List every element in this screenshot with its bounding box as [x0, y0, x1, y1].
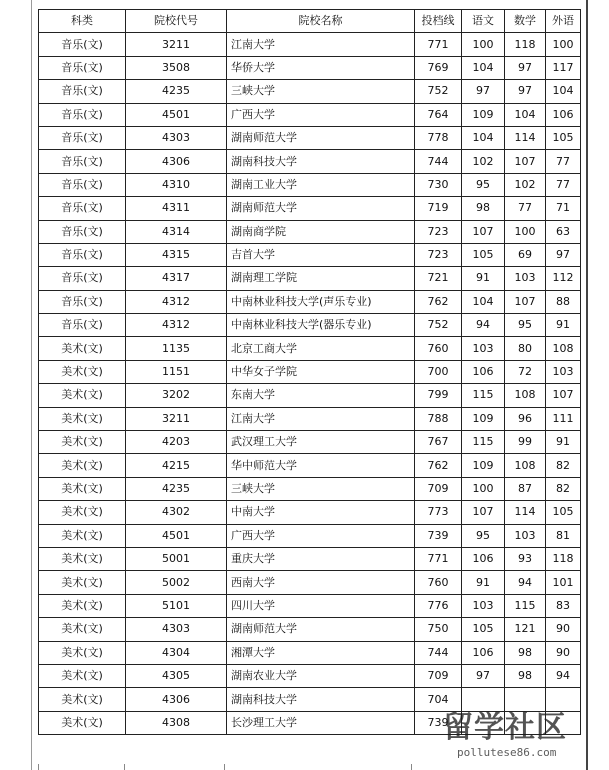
cell-school-code: 4501 [126, 524, 227, 547]
cell-school-name: 武汉理工大学 [227, 431, 415, 454]
cell-cutoff-score: 752 [415, 80, 462, 103]
cell-school-code: 5001 [126, 547, 227, 570]
cell-math: 118 [505, 33, 546, 56]
cell-school-name: 湖南师范大学 [227, 618, 415, 641]
table-row [39, 173, 581, 196]
cell-math: 72 [505, 360, 546, 383]
cell-cutoff-score: 719 [415, 197, 462, 220]
cell-cutoff-score: 776 [415, 594, 462, 617]
cell-cutoff-score: 750 [415, 618, 462, 641]
cell-school-name: 江南大学 [227, 407, 415, 430]
cell-chinese: 103 [462, 337, 505, 360]
cell-chinese: 104 [462, 56, 505, 79]
cell-math: 87 [505, 477, 546, 500]
cell-math: 99 [505, 431, 546, 454]
table-row [39, 618, 581, 641]
scan-edge-mark [124, 764, 125, 770]
cell-chinese: 97 [462, 664, 505, 687]
cell-school-name: 三峡大学 [227, 477, 415, 500]
cell-school-code: 4317 [126, 267, 227, 290]
cell-category: 美术(文) [39, 454, 126, 477]
cell-category: 音乐(文) [39, 80, 126, 103]
page-frame-left-border [31, 0, 32, 770]
cell-cutoff-score: 709 [415, 664, 462, 687]
cell-school-name: 湖南农业大学 [227, 664, 415, 687]
cell-school-name: 湖南师范大学 [227, 126, 415, 149]
cell-foreign-language: 90 [546, 618, 581, 641]
cell-chinese: 106 [462, 547, 505, 570]
table-row [39, 56, 581, 79]
header-school-code: 院校代号 [126, 10, 227, 33]
cell-chinese: 105 [462, 243, 505, 266]
cell-math: 121 [505, 618, 546, 641]
cell-category: 美术(文) [39, 477, 126, 500]
cell-math: 107 [505, 150, 546, 173]
cell-foreign-language: 108 [546, 337, 581, 360]
cell-chinese: 107 [462, 220, 505, 243]
cell-foreign-language: 103 [546, 360, 581, 383]
cell-category: 美术(文) [39, 407, 126, 430]
cell-school-code: 5002 [126, 571, 227, 594]
cell-chinese: 104 [462, 290, 505, 313]
cell-school-code: 4311 [126, 197, 227, 220]
table-row [39, 197, 581, 220]
cell-category: 音乐(文) [39, 220, 126, 243]
cell-chinese: 91 [462, 571, 505, 594]
cell-math: 97 [505, 56, 546, 79]
cell-math: 114 [505, 126, 546, 149]
cell-category: 音乐(文) [39, 243, 126, 266]
cell-cutoff-score: 744 [415, 150, 462, 173]
cell-school-name: 华中师范大学 [227, 454, 415, 477]
cell-chinese: 106 [462, 360, 505, 383]
table-row [39, 477, 581, 500]
cell-category: 音乐(文) [39, 126, 126, 149]
cell-school-name: 西南大学 [227, 571, 415, 594]
table-row [39, 641, 581, 664]
cell-school-code: 3211 [126, 33, 227, 56]
cell-math: 108 [505, 454, 546, 477]
cell-chinese: 106 [462, 641, 505, 664]
table-row [39, 220, 581, 243]
cell-school-code: 3202 [126, 384, 227, 407]
cell-school-code: 1135 [126, 337, 227, 360]
cell-math: 77 [505, 197, 546, 220]
cell-category: 音乐(文) [39, 290, 126, 313]
table-row [39, 594, 581, 617]
cell-school-name: 湖南科技大学 [227, 150, 415, 173]
cell-cutoff-score: 767 [415, 431, 462, 454]
cell-cutoff-score: 752 [415, 314, 462, 337]
cell-math: 80 [505, 337, 546, 360]
cell-school-code: 4302 [126, 501, 227, 524]
cell-school-code: 3508 [126, 56, 227, 79]
cell-math: 93 [505, 547, 546, 570]
cell-cutoff-score: 721 [415, 267, 462, 290]
cell-chinese: 105 [462, 618, 505, 641]
cell-category: 音乐(文) [39, 197, 126, 220]
table-row [39, 33, 581, 56]
cell-school-code: 4306 [126, 688, 227, 711]
cell-category: 音乐(文) [39, 33, 126, 56]
cell-cutoff-score: 799 [415, 384, 462, 407]
cell-category: 美术(文) [39, 664, 126, 687]
cell-school-code: 5101 [126, 594, 227, 617]
cell-school-code: 4501 [126, 103, 227, 126]
cell-chinese: 95 [462, 524, 505, 547]
table-row [39, 454, 581, 477]
cell-school-name: 华侨大学 [227, 56, 415, 79]
cell-school-name: 湖南工业大学 [227, 173, 415, 196]
table-row [39, 547, 581, 570]
cell-foreign-language: 82 [546, 454, 581, 477]
cell-foreign-language: 83 [546, 594, 581, 617]
cell-school-code: 4303 [126, 618, 227, 641]
cell-math: 104 [505, 103, 546, 126]
cell-chinese: 94 [462, 314, 505, 337]
cell-foreign-language: 101 [546, 571, 581, 594]
cell-foreign-language: 106 [546, 103, 581, 126]
cell-school-code: 4203 [126, 431, 227, 454]
table-row [39, 337, 581, 360]
table-row [39, 664, 581, 687]
cell-school-name: 湖南科技大学 [227, 688, 415, 711]
cell-chinese: 91 [462, 267, 505, 290]
cell-school-code: 4310 [126, 173, 227, 196]
watermark-url: pollutese86.com [457, 746, 557, 759]
cell-school-code: 4312 [126, 314, 227, 337]
cell-chinese: 109 [462, 103, 505, 126]
cell-foreign-language: 88 [546, 290, 581, 313]
cell-school-code: 4304 [126, 641, 227, 664]
table-row [39, 314, 581, 337]
cell-foreign-language: 90 [546, 641, 581, 664]
cell-foreign-language: 91 [546, 314, 581, 337]
header-cutoff-score: 投档线 [415, 10, 462, 33]
cell-category: 美术(文) [39, 641, 126, 664]
header-chinese: 语文 [462, 10, 505, 33]
cell-cutoff-score: 739 [415, 524, 462, 547]
cell-school-name: 广西大学 [227, 103, 415, 126]
cell-chinese: 104 [462, 126, 505, 149]
cell-cutoff-score: 764 [415, 103, 462, 126]
cell-foreign-language: 82 [546, 477, 581, 500]
table-header-row [39, 10, 581, 33]
cell-foreign-language: 107 [546, 384, 581, 407]
cell-category: 美术(文) [39, 337, 126, 360]
cell-category: 美术(文) [39, 501, 126, 524]
header-math: 数学 [505, 10, 546, 33]
cell-math: 108 [505, 384, 546, 407]
scan-edge-mark [224, 764, 225, 770]
cell-math: 94 [505, 571, 546, 594]
cell-math: 103 [505, 267, 546, 290]
cell-cutoff-score: 769 [415, 56, 462, 79]
cell-category: 美术(文) [39, 431, 126, 454]
cell-chinese: 109 [462, 407, 505, 430]
cell-school-code: 4314 [126, 220, 227, 243]
cell-school-name: 广西大学 [227, 524, 415, 547]
cell-school-code: 3211 [126, 407, 227, 430]
cell-school-name: 吉首大学 [227, 243, 415, 266]
cell-chinese: 109 [462, 454, 505, 477]
table-row [39, 290, 581, 313]
cell-school-name: 北京工商大学 [227, 337, 415, 360]
cell-foreign-language: 104 [546, 80, 581, 103]
cell-school-name: 长沙理工大学 [227, 711, 415, 734]
table-row [39, 384, 581, 407]
cell-category: 美术(文) [39, 618, 126, 641]
cell-school-code: 4305 [126, 664, 227, 687]
watermark [443, 702, 583, 766]
cell-foreign-language: 100 [546, 33, 581, 56]
table-row [39, 431, 581, 454]
cell-category: 美术(文) [39, 711, 126, 734]
cell-foreign-language: 94 [546, 664, 581, 687]
cell-chinese: 115 [462, 384, 505, 407]
cell-foreign-language: 77 [546, 150, 581, 173]
cell-foreign-language: 111 [546, 407, 581, 430]
table-row [39, 571, 581, 594]
table-row [39, 126, 581, 149]
cell-school-code: 4306 [126, 150, 227, 173]
cell-school-code: 4303 [126, 126, 227, 149]
cell-school-code: 1151 [126, 360, 227, 383]
cell-school-name: 东南大学 [227, 384, 415, 407]
cell-cutoff-score: 762 [415, 454, 462, 477]
table-row [39, 150, 581, 173]
cell-category: 音乐(文) [39, 103, 126, 126]
scan-edge-mark [38, 764, 39, 770]
cell-chinese: 100 [462, 33, 505, 56]
cell-category: 音乐(文) [39, 56, 126, 79]
cell-category: 音乐(文) [39, 150, 126, 173]
cell-school-name: 中南林业科技大学(声乐专业) [227, 290, 415, 313]
cell-category: 美术(文) [39, 571, 126, 594]
cell-math: 97 [505, 80, 546, 103]
cell-cutoff-score: 723 [415, 220, 462, 243]
table-row [39, 103, 581, 126]
cell-category: 音乐(文) [39, 173, 126, 196]
cell-math: 96 [505, 407, 546, 430]
header-foreign-language: 外语 [546, 10, 581, 33]
cell-math: 98 [505, 641, 546, 664]
cell-foreign-language: 97 [546, 243, 581, 266]
cell-chinese: 95 [462, 173, 505, 196]
cell-school-name: 湘潭大学 [227, 641, 415, 664]
cell-category: 音乐(文) [39, 267, 126, 290]
cell-category: 美术(文) [39, 384, 126, 407]
cell-school-code: 4312 [126, 290, 227, 313]
cell-cutoff-score: 709 [415, 477, 462, 500]
cell-school-code: 4235 [126, 80, 227, 103]
cell-math: 114 [505, 501, 546, 524]
cell-cutoff-score: 704 [415, 688, 462, 711]
scan-edge-mark [411, 764, 412, 770]
table-row [39, 80, 581, 103]
cell-cutoff-score: 760 [415, 337, 462, 360]
cell-category: 美术(文) [39, 524, 126, 547]
cell-school-name: 湖南商学院 [227, 220, 415, 243]
cell-category: 美术(文) [39, 688, 126, 711]
cell-math: 100 [505, 220, 546, 243]
cell-cutoff-score: 730 [415, 173, 462, 196]
cell-school-name: 中南大学 [227, 501, 415, 524]
cell-chinese: 115 [462, 431, 505, 454]
cell-school-name: 中南林业科技大学(器乐专业) [227, 314, 415, 337]
table-row [39, 501, 581, 524]
cell-category: 美术(文) [39, 594, 126, 617]
cell-foreign-language: 118 [546, 547, 581, 570]
cell-foreign-language: 81 [546, 524, 581, 547]
cell-foreign-language: 63 [546, 220, 581, 243]
cell-math: 103 [505, 524, 546, 547]
cell-school-code: 4308 [126, 711, 227, 734]
cell-cutoff-score: 778 [415, 126, 462, 149]
cell-school-code: 4315 [126, 243, 227, 266]
table-row [39, 243, 581, 266]
cell-school-code: 4235 [126, 477, 227, 500]
cell-category: 美术(文) [39, 360, 126, 383]
table-row [39, 267, 581, 290]
cell-foreign-language: 105 [546, 126, 581, 149]
cell-chinese: 97 [462, 80, 505, 103]
cell-school-name: 湖南理工学院 [227, 267, 415, 290]
cell-cutoff-score: 744 [415, 641, 462, 664]
cell-cutoff-score: 700 [415, 360, 462, 383]
cell-cutoff-score: 723 [415, 243, 462, 266]
cell-school-name: 三峡大学 [227, 80, 415, 103]
cell-foreign-language: 71 [546, 197, 581, 220]
cell-category: 美术(文) [39, 547, 126, 570]
cell-chinese: 103 [462, 594, 505, 617]
cell-foreign-language: 112 [546, 267, 581, 290]
cell-cutoff-score: 788 [415, 407, 462, 430]
header-school-name: 院校名称 [227, 10, 415, 33]
cell-school-name: 江南大学 [227, 33, 415, 56]
cell-math: 102 [505, 173, 546, 196]
cell-school-name: 湖南师范大学 [227, 197, 415, 220]
cell-math: 98 [505, 664, 546, 687]
cell-school-name: 中华女子学院 [227, 360, 415, 383]
cell-math: 69 [505, 243, 546, 266]
admission-score-table [38, 9, 581, 735]
cell-foreign-language: 117 [546, 56, 581, 79]
cell-math: 107 [505, 290, 546, 313]
cell-cutoff-score: 773 [415, 501, 462, 524]
cell-foreign-language: 91 [546, 431, 581, 454]
cell-cutoff-score: 762 [415, 290, 462, 313]
cell-school-code: 4215 [126, 454, 227, 477]
cell-cutoff-score: 760 [415, 571, 462, 594]
cell-chinese: 107 [462, 501, 505, 524]
watermark-logo-text: 留学社区 [443, 710, 567, 745]
cell-math: 95 [505, 314, 546, 337]
cell-cutoff-score: 771 [415, 547, 462, 570]
page-frame-right-border [586, 0, 588, 770]
cell-foreign-language: 105 [546, 501, 581, 524]
cell-category: 音乐(文) [39, 314, 126, 337]
cell-chinese: 100 [462, 477, 505, 500]
table-row [39, 407, 581, 430]
table-row [39, 524, 581, 547]
table-body [39, 33, 581, 735]
header-category: 科类 [39, 10, 126, 33]
cell-school-name: 四川大学 [227, 594, 415, 617]
cell-cutoff-score: 739 [415, 711, 462, 734]
table-row [39, 360, 581, 383]
cell-chinese: 102 [462, 150, 505, 173]
cell-school-name: 重庆大学 [227, 547, 415, 570]
cell-foreign-language: 77 [546, 173, 581, 196]
cell-math: 115 [505, 594, 546, 617]
cell-chinese: 98 [462, 197, 505, 220]
cell-cutoff-score: 771 [415, 33, 462, 56]
